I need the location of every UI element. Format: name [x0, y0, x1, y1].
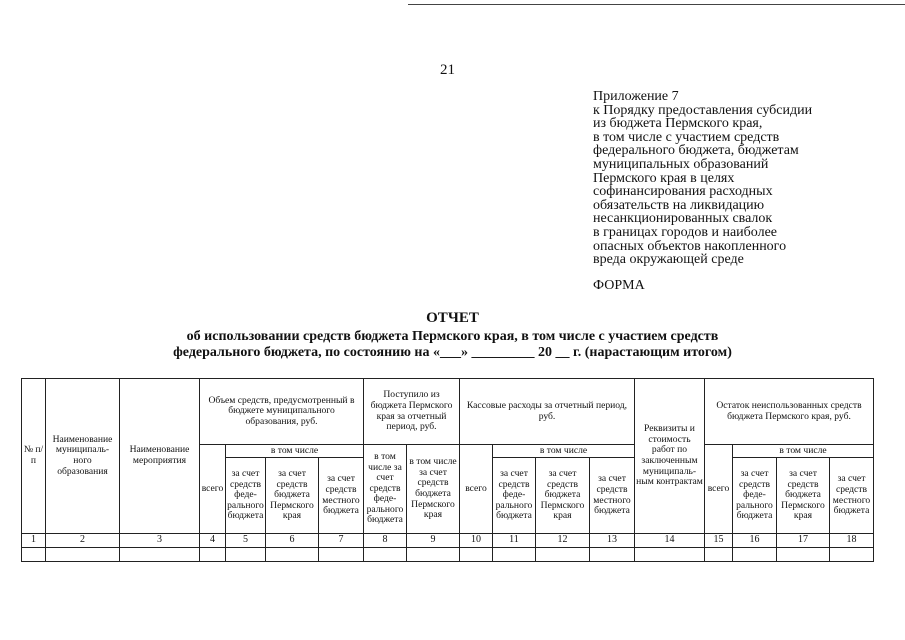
column-number-row: [22, 534, 874, 548]
appendix-line: из бюджета Пермского края,: [593, 116, 763, 132]
header-remainder: Остаток неиспользованных средств бюджета Пермского края, руб.: [705, 379, 874, 445]
header-local: за счет средств местного бюджета: [590, 458, 635, 534]
col-number: 11: [493, 534, 536, 548]
appendix-line: опасных объектов накопленного: [593, 238, 787, 254]
appendix-line: в границах городов и наиболее: [593, 224, 778, 240]
header-including: в том числе: [493, 445, 635, 458]
header-total: всего: [705, 445, 733, 534]
appendix-line: муниципальных образований: [593, 156, 769, 172]
header-fed: за счет средств феде-рального бюджета: [493, 458, 536, 534]
appendix-line: софинансирования расходных: [593, 184, 773, 200]
table-cell[interactable]: [319, 548, 364, 562]
appendix-block: [593, 90, 893, 267]
header-requisites: Реквизиты и стоимость работ по заключенным муниципаль-ным контрактам: [635, 379, 705, 534]
form-label: ФОРМА: [593, 278, 645, 293]
report-subtitle: [0, 329, 905, 361]
col-number: 14: [635, 534, 705, 548]
appendix-line: несанкционированных свалок: [593, 211, 773, 227]
table-cell[interactable]: [226, 548, 266, 562]
header-total: всего: [460, 445, 493, 534]
appendix-line: к Порядку предоставления субсидии: [593, 102, 813, 118]
header-perm: за счет средств бюджета Пермского края: [266, 458, 319, 534]
table-cell[interactable]: [364, 548, 407, 562]
table-cell[interactable]: [266, 548, 319, 562]
table-cell[interactable]: [536, 548, 590, 562]
header-volume: Объем средств, предусмотренный в бюджете муниципального образования, руб.: [200, 379, 364, 445]
top-rule: [408, 4, 905, 5]
col-number: 17: [777, 534, 830, 548]
col-number: 2: [46, 534, 120, 548]
table-cell[interactable]: [22, 548, 46, 562]
col-number: 9: [407, 534, 460, 548]
table-cell[interactable]: [407, 548, 460, 562]
col-number: 16: [733, 534, 777, 548]
table-cell[interactable]: [493, 548, 536, 562]
header-cash: Кассовые расходы за отчетный период, руб.: [460, 379, 635, 445]
appendix-line: Пермского края в целях: [593, 170, 735, 186]
header-perm: за счет средств бюджета Пермского края: [777, 458, 830, 534]
col-number: 10: [460, 534, 493, 548]
table-cell[interactable]: [635, 548, 705, 562]
appendix-line: обязательств на ликвидацию: [593, 197, 765, 213]
header-received: Поступило из бюджета Пермского края за отчетный период, руб.: [364, 379, 460, 445]
col-number: 5: [226, 534, 266, 548]
header-received-perm: в том числе за счет средств бюджета Пермского края: [407, 445, 460, 534]
header-num: № п/п: [22, 379, 46, 534]
col-number: 18: [830, 534, 874, 548]
table-cell[interactable]: [46, 548, 120, 562]
appendix-line: федерального бюджета, бюджетам: [593, 143, 799, 159]
col-number: 12: [536, 534, 590, 548]
header-local: за счет средств местного бюджета: [319, 458, 364, 534]
table-cell[interactable]: [120, 548, 200, 562]
col-number: 4: [200, 534, 226, 548]
header-including: в том числе: [733, 445, 874, 458]
header-total: всего: [200, 445, 226, 534]
header-including: в том числе: [226, 445, 364, 458]
appendix-line: Приложение 7: [593, 89, 679, 104]
subtitle-line-2: федерального бюджета, по состоянию на «___» _________ 20 __ г. (нарастающим итогом): [173, 345, 732, 360]
col-number: 8: [364, 534, 407, 548]
table-cell[interactable]: [777, 548, 830, 562]
header-fed: за счет средств феде-рального бюджета: [733, 458, 777, 534]
col-number: 1: [22, 534, 46, 548]
table-cell[interactable]: [830, 548, 874, 562]
appendix-line: вреда окружающей среде: [593, 252, 744, 268]
col-number: 13: [590, 534, 635, 548]
report-title: ОТЧЕТ: [426, 310, 479, 326]
appendix-line: в том числе с участием средств: [593, 129, 780, 145]
header-event: Наименование мероприятия: [120, 379, 200, 534]
subtitle-line-1: об использовании средств бюджета Пермского края, в том числе с участием средств: [186, 329, 719, 344]
col-number: 7: [319, 534, 364, 548]
header-fed: за счет средств феде-рального бюджета: [226, 458, 266, 534]
page-number: 21: [440, 62, 455, 78]
table-row: [22, 548, 874, 562]
col-number: 6: [266, 534, 319, 548]
col-number: 3: [120, 534, 200, 548]
col-number: 15: [705, 534, 733, 548]
report-table: [21, 378, 874, 562]
table-cell[interactable]: [200, 548, 226, 562]
header-perm: за счет средств бюджета Пермского края: [536, 458, 590, 534]
table-cell[interactable]: [590, 548, 635, 562]
table-cell[interactable]: [705, 548, 733, 562]
header-received-fed: в том числе за счет средств феде-рального бюджета: [364, 445, 407, 534]
table-cell[interactable]: [460, 548, 493, 562]
header-municipality: Наименование муниципаль-ного образования: [46, 379, 120, 534]
table-cell[interactable]: [733, 548, 777, 562]
header-local: за счет средств местного бюджета: [830, 458, 874, 534]
